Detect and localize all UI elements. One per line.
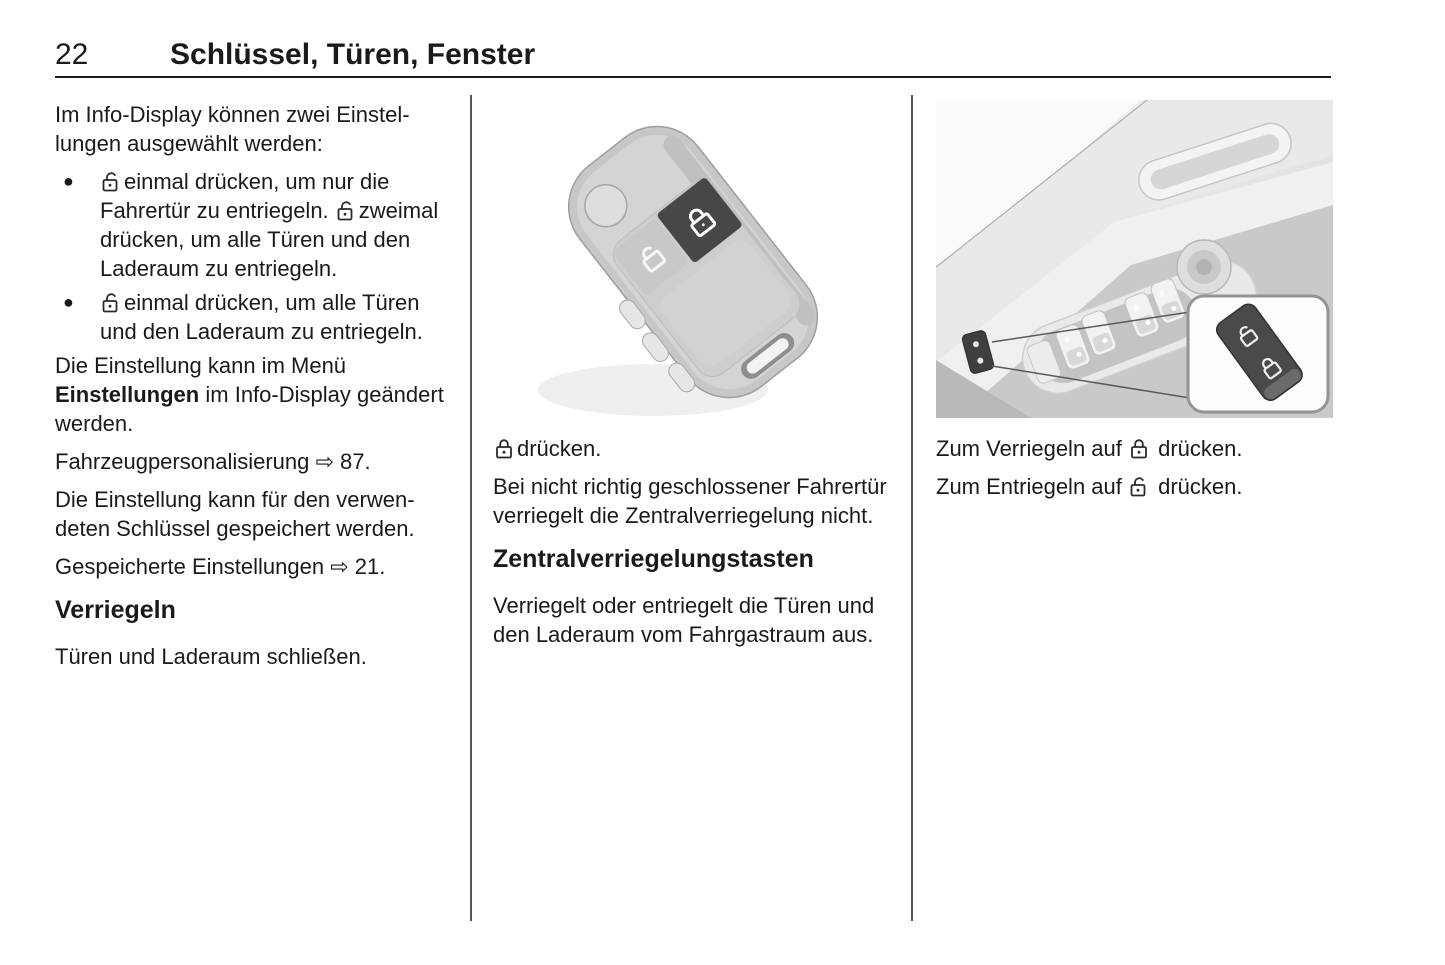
left-column <box>55 100 457 680</box>
instruction-text: Zum Verriegeln auf <box>936 436 1122 461</box>
list-item <box>55 167 457 283</box>
instruction-text: drücken. <box>1158 436 1243 461</box>
column-divider <box>470 95 472 921</box>
chapter-title: Schlüssel, Türen, Fenster <box>170 38 536 71</box>
section-heading-verriegeln: Verriegeln <box>55 596 176 624</box>
door-panel-illustration <box>936 100 1333 418</box>
bullet-dot: ● <box>63 171 74 191</box>
lock-paragraph: Türen und Laderaum schließen. <box>55 644 367 669</box>
press-paragraph <box>493 434 892 463</box>
paragraph-text: Die Einstellung kann im Menü <box>55 353 347 378</box>
magnified-inset <box>1188 296 1328 412</box>
lock-instruction-line <box>936 434 1336 463</box>
bullet-text: einmal drücken, um nur die Fahrertür zu entriegeln. <box>100 169 390 223</box>
lock-icon <box>494 437 514 460</box>
bullet-text: zweimal drücken, um alle Türen und den Laderaum zu entriegeln. <box>100 198 439 281</box>
cross-reference: Fahrzeugpersonalisierung ⇨ 87. <box>55 449 371 474</box>
instruction-text: drücken. <box>1158 474 1243 499</box>
lock-icon <box>1129 437 1149 460</box>
unlock-icon <box>336 199 356 222</box>
column-divider <box>911 95 913 921</box>
paragraph-text: im Info-Display geändert werden. <box>55 382 444 436</box>
section-heading-zentralverriegelungstasten: Zentralverriegelungstasten <box>493 545 814 573</box>
intro-paragraph: Im Info-Display können zwei Einstellungen ausgewählt werden: <box>55 102 410 156</box>
middle-column <box>493 100 892 658</box>
saved-settings-paragraph: Die Einstellung kann für den verwendeten Schlüssel gespeichert werden. <box>55 487 415 541</box>
settings-bullet-list <box>55 167 457 346</box>
list-item <box>55 288 457 346</box>
menu-paragraph <box>55 351 457 438</box>
instruction-text: Zum Entriegeln auf <box>936 474 1122 499</box>
unlock-icon <box>101 170 121 193</box>
unlock-icon <box>101 291 121 314</box>
unlock-icon <box>1129 475 1149 498</box>
menu-name: Einstellungen <box>55 382 200 407</box>
bullet-text: einmal drücken, um alle Türen und den Laderaum zu entriegeln. <box>100 290 423 344</box>
page-number: 22 <box>55 38 89 71</box>
bullet-dot: ● <box>63 292 74 312</box>
key-remote-illustration <box>493 100 892 418</box>
paragraph-text: drücken. <box>517 436 602 461</box>
warning-paragraph: Bei nicht richtig geschlossener Fahrertür verriegelt die Zentralverriegelung nicht. <box>493 474 887 528</box>
header-rule <box>55 76 1331 78</box>
cross-reference: Gespeicherte Einstellungen ⇨ 21. <box>55 554 386 579</box>
body-paragraph: Verriegelt oder entriegelt die Türen und den Laderaum vom Fahrgastraum aus. <box>493 593 875 647</box>
unlock-instruction-line <box>936 472 1336 501</box>
right-column <box>936 100 1336 510</box>
